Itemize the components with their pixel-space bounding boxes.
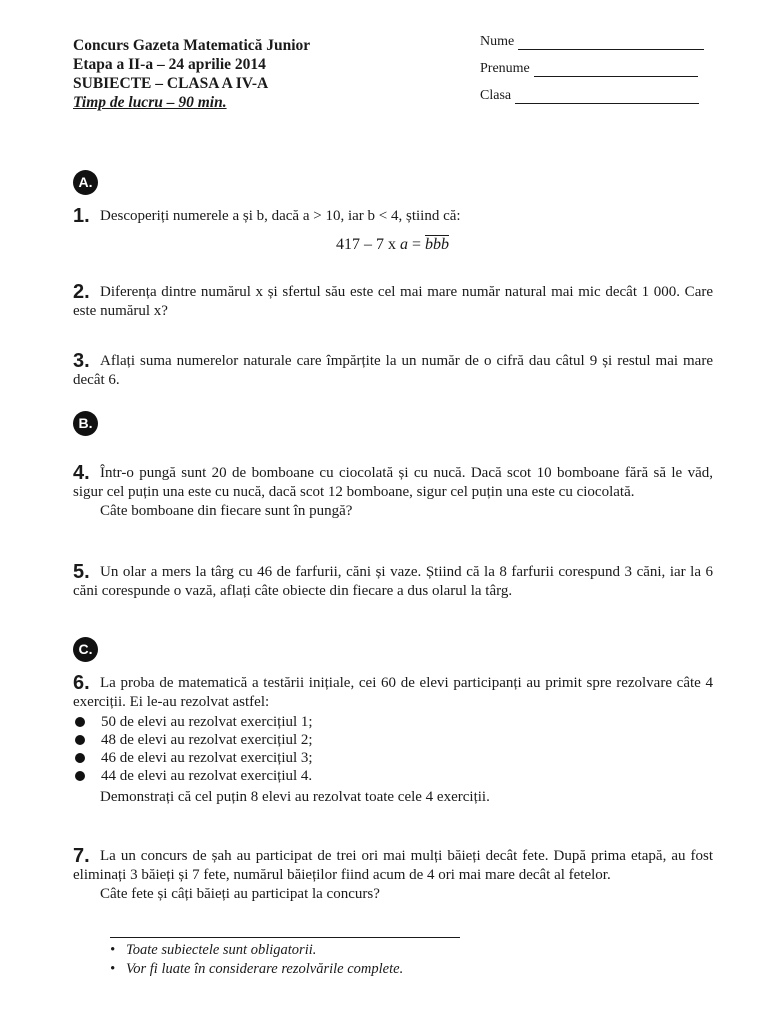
- note-item: [110, 941, 403, 960]
- exercise-list: [73, 713, 713, 785]
- problem-1: [73, 207, 713, 226]
- note-text: Toate subiectele sunt obligatorii.: [126, 942, 317, 958]
- name-field[interactable]: [480, 34, 704, 50]
- problem-4: [73, 464, 713, 521]
- header-block: [73, 36, 310, 112]
- footer-notes: [110, 941, 403, 979]
- section-b-badge: B.: [73, 411, 98, 436]
- surname-label: Prenume: [480, 61, 530, 76]
- problem-7: [73, 847, 713, 904]
- footer-divider: [110, 937, 460, 938]
- surname-line: [534, 64, 698, 77]
- section-a-badge: A.: [73, 170, 98, 195]
- bullet-icon: [75, 771, 85, 781]
- bullet-icon: [75, 717, 85, 727]
- problem-text: Un olar a mers la târg cu 46 de farfurii, căni și vaze. Știind că la 8 farfurii corespund 3 căni, iar la 6 căni corespunde o vază, aflați câte obiecte din fiecare a dus olarul la târg.: [73, 564, 713, 599]
- note-text: Vor fi luate în considerare rezolvările complete.: [126, 961, 404, 977]
- problem-conclusion: Demonstrați că cel puțin 8 elevi au rezolvat toate cele 4 exerciții.: [100, 789, 490, 805]
- problem-text: Aflați suma numerelor naturale care împărțite la un număr de o cifră dau câtul 9 și restul mai mare decât 6.: [73, 353, 713, 388]
- name-label: Nume: [480, 34, 515, 49]
- problem-text: Într-o pungă sunt 20 de bomboane cu ciocolată și cu nucă. Dacă scot 10 bomboane fără să le văd, sigur cel puțin una este cu nucă, dacă scot 12 bomboane, sigur cel puțin una este cu ciocolată.: [73, 465, 713, 500]
- problem-number: 2.: [73, 281, 90, 303]
- bullet-icon: •: [110, 942, 116, 958]
- list-item: [73, 767, 713, 785]
- equation-variable-a: a: [400, 236, 408, 253]
- problem-text: La proba de matematică a testării inițiale, cei 60 de elevi participanți au primit spre rezolvare câte 4 exerciții. Ei le-au rezolvat astfel:: [73, 675, 713, 710]
- problem-number: 5.: [73, 561, 90, 583]
- problem-1-equation: [336, 236, 449, 254]
- list-item-text: 46 de elevi au rezolvat exercițiul 3;: [101, 750, 313, 766]
- time-limit: Timp de lucru – 90 min.: [73, 94, 227, 111]
- bullet-icon: [75, 753, 85, 763]
- problem-number: 6.: [73, 672, 90, 694]
- problem-question: Câte fete și câți băieți au participat la concurs?: [100, 886, 380, 902]
- problem-number: 1.: [73, 205, 90, 227]
- class-line: [515, 91, 699, 104]
- problem-6: [73, 674, 713, 807]
- problem-question: Câte bomboane din fiecare sunt în pungă?: [100, 503, 353, 519]
- class-label: Clasa: [480, 88, 512, 103]
- problem-2: [73, 283, 713, 321]
- list-item-text: 44 de elevi au rezolvat exercițiul 4.: [101, 768, 313, 784]
- class-field[interactable]: [480, 88, 699, 104]
- list-item: [73, 749, 713, 767]
- grade-subject: SUBIECTE – CLASA A IV-A: [73, 75, 269, 92]
- equation-right-overlined: bbb: [425, 236, 450, 253]
- problem-number: 7.: [73, 845, 90, 867]
- list-item-text: 50 de elevi au rezolvat exercițiul 1;: [101, 714, 313, 730]
- problem-text: Descoperiți numerele a și b, dacă a > 10, iar b < 4, știind că:: [100, 208, 461, 224]
- problem-5: [73, 563, 713, 601]
- contest-title: Concurs Gazeta Matematică Junior: [73, 37, 311, 54]
- surname-field[interactable]: [480, 61, 698, 77]
- problem-number: 3.: [73, 350, 90, 372]
- name-line: [518, 37, 704, 50]
- list-item-text: 48 de elevi au rezolvat exercițiul 2;: [101, 732, 313, 748]
- section-c-badge: C.: [73, 637, 98, 662]
- stage-date: Etapa a II-a – 24 aprilie 2014: [73, 56, 266, 73]
- equation-left: 417 – 7 x: [336, 236, 400, 253]
- equation-equals: =: [408, 236, 426, 253]
- list-item: [73, 713, 713, 731]
- list-item: [73, 731, 713, 749]
- problem-text: Diferența dintre numărul x și sfertul său este cel mai mare număr natural mai mic decât 1 000. Care este numărul x?: [73, 284, 713, 319]
- note-item: [110, 960, 403, 979]
- bullet-icon: [75, 735, 85, 745]
- problem-number: 4.: [73, 462, 90, 484]
- problem-text: La un concurs de șah au participat de trei ori mai mulți băieți decât fete. După prima etapă, au fost eliminați 3 băieți și 7 fete, numărul băieților fiind acum de 4 ori mai mare decât al fetelor.: [73, 848, 713, 883]
- bullet-icon: •: [110, 961, 116, 977]
- problem-3: [73, 352, 713, 390]
